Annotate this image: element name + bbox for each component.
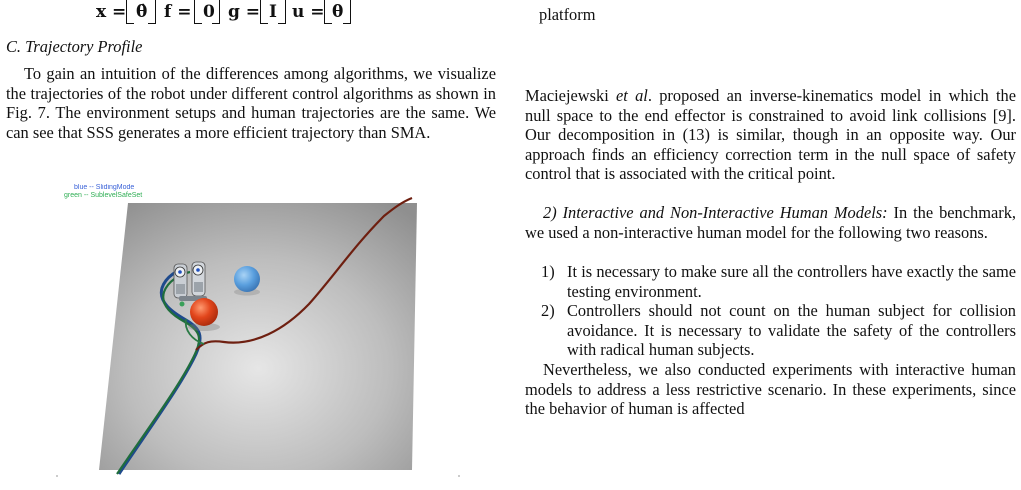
paragraph-maciejewski-text: Maciejewski et al. proposed an inverse-kinematics model in which the null space to the end effector is constrained to avoid link collisions [9]. Our decomposition in (13) is similar, though in an opposite way. Our approach finds an efficiency correction term in the null space of safety control that is associated with the critical point. [525,86,1016,184]
human-sphere-icon [190,298,218,326]
paragraph-human-models: 2) Interactive and Non-Interactive Human Models: In the benchmark, we used a non-interactive human model for the following two reasons. [525,203,1016,242]
list-item-number: 2) [541,301,555,320]
list-item-number: 1) [541,262,555,281]
list-item-text: Controllers should not count on the human subject for collision avoidance. It is necessary to validate the safety of the controllers with radical human subjects. [567,301,1016,360]
obstacle-sphere-icon [234,266,260,292]
eq-f-value: 0 [203,2,215,22]
eq-g-label: g = [228,2,261,22]
legend-sliding-mode: blue -- SlidingMode [74,184,135,191]
state-equation [96,0,406,26]
list-item [541,262,1016,301]
paragraph-interactive-experiments: Nevertheless, we also conducted experiments with interactive human models to address a less restrictive scenario. In these experiments, since the behavior of human is affected [525,360,1016,419]
eq-u-label: u = [292,2,325,22]
trajectory-figure [54,184,466,484]
subheading-human-models: 2) Interactive and Non-Interactive Human Models: [543,203,888,222]
legend-sublevel-safe-set: green -- SublevelSafeSet [64,192,143,199]
list-item-text: It is necessary to make sure all the controllers have exactly the same testing environment. [567,262,1016,301]
eq-f-label: f = [164,2,192,22]
paragraph-trajectory-profile: To gain an intuition of the differences among algorithms, we visualize the trajectories of the robot under different control algorithms as shown in Fig. 7. The environment setups and human trajectories are the same. We can see that SSS generates a more efficient trajectory than SMA. [6,64,496,142]
eq-x-value: θ̇ [136,2,148,22]
eq-u-value: θ [332,2,344,22]
paragraph-maciejewski [525,86,1016,184]
eq-x-label: x = [96,2,127,22]
trajectory-figure-image [54,184,466,484]
eq-g-value: I [269,2,277,22]
caption-fragment: platform [539,5,596,24]
section-heading: C. Trajectory Profile [6,37,143,56]
list-item [541,301,1016,360]
